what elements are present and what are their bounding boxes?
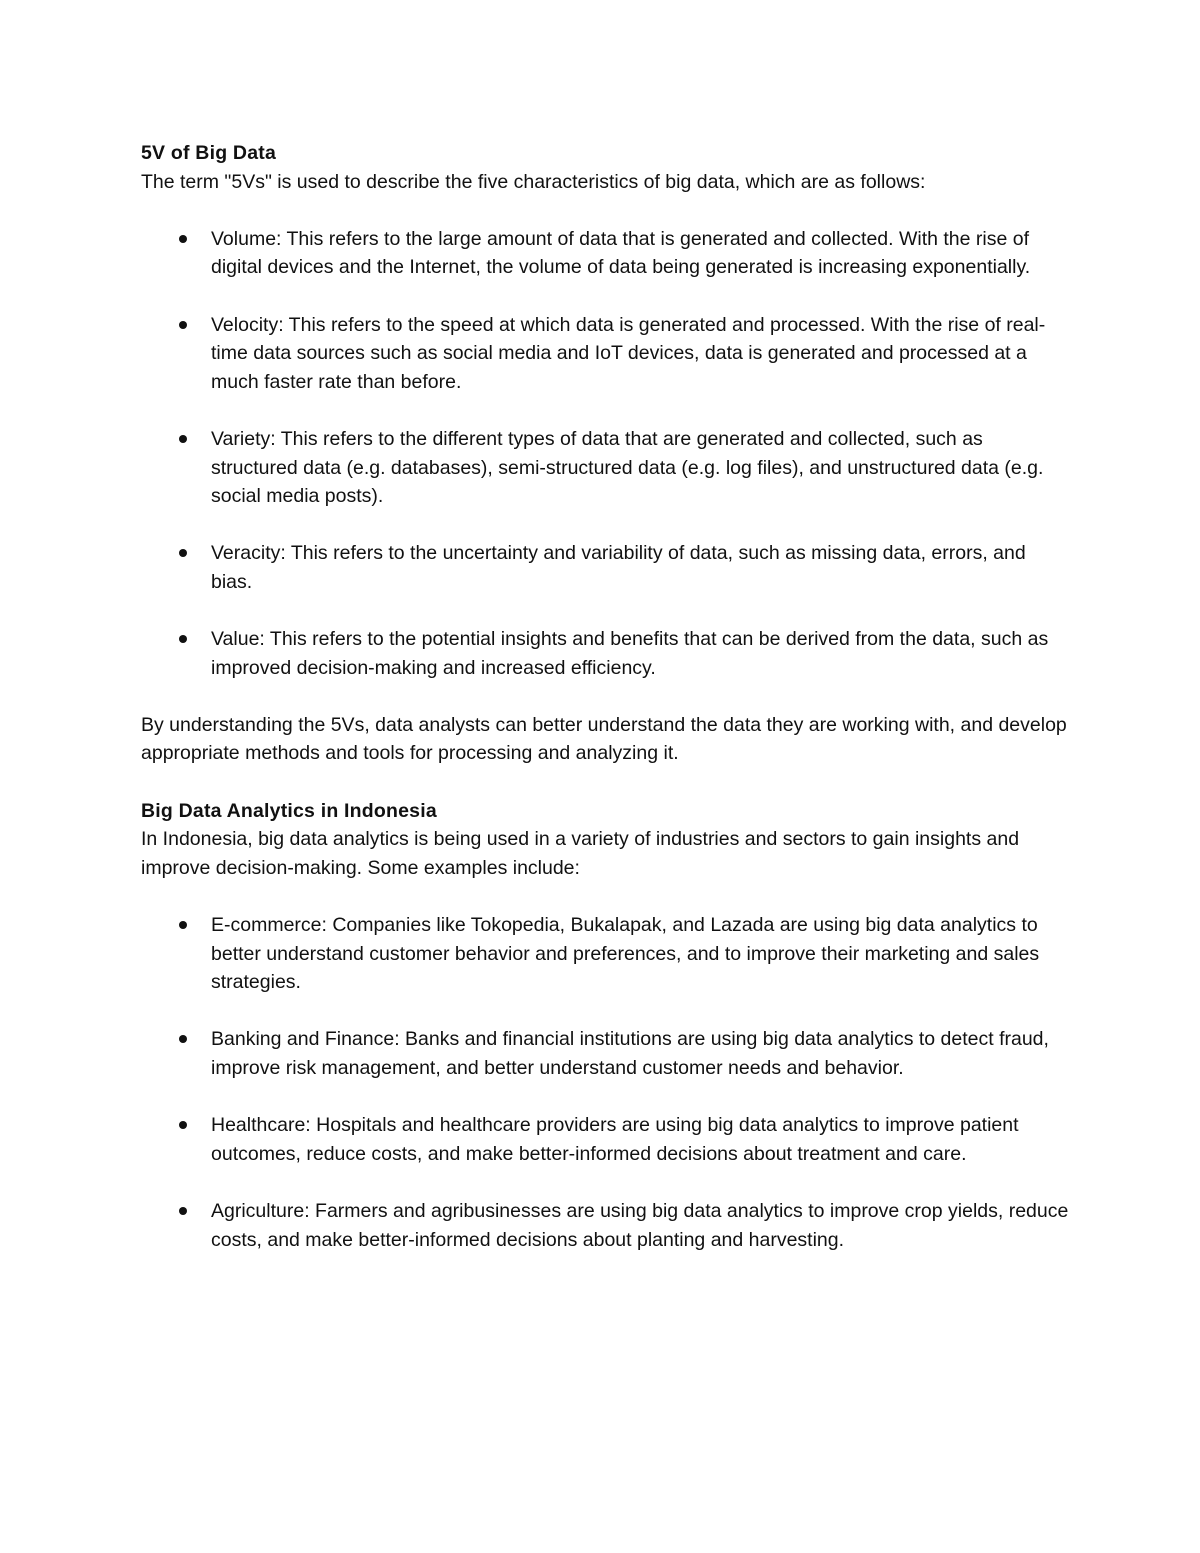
list-item <box>141 311 1071 397</box>
section-heading-indonesia: Big Data Analytics in Indonesia <box>141 799 437 822</box>
bullet-icon <box>179 321 187 329</box>
list-item <box>141 625 1071 682</box>
list-item-text: Veracity: This refers to the uncertainty and variability of data, such as missing data, errors, and bias. <box>211 542 1026 593</box>
list-item-text: Banking and Finance: Banks and financial institutions are using big data analytics to detect fraud, improve risk management, and better understand customer needs and behavior. <box>211 1028 1049 1079</box>
bullet-list-indonesia <box>141 911 1071 1254</box>
section-intro-5v: The term "5Vs" is used to describe the five characteristics of big data, which are as follows: <box>141 170 926 193</box>
section-spacer <box>141 768 1071 797</box>
bullet-icon <box>179 235 187 243</box>
list-item-text: Agriculture: Farmers and agribusinesses are using big data analytics to improve crop yields, reduce costs, and make better-informed decisions about planting and harvesting. <box>211 1199 1069 1251</box>
list-item-text: Variety: This refers to the different types of data that are generated and collected, such as structured data (e.g. databases), semi-structured data (e.g. log files), and unstructured data (e.g. social media posts). <box>211 427 1044 508</box>
list-item <box>141 1025 1071 1082</box>
bullet-icon <box>179 635 187 643</box>
section-intro-indonesia: In Indonesia, big data analytics is being used in a variety of industries and sectors to gain insights and improve decision-making. Some examples include: <box>141 828 1020 879</box>
list-item <box>141 1197 1071 1254</box>
bullet-icon <box>179 549 187 557</box>
bullet-list-5v <box>141 225 1071 683</box>
bullet-icon <box>179 1207 187 1215</box>
list-item <box>141 539 1071 596</box>
bullet-icon <box>179 1121 187 1129</box>
list-item-text: E-commerce: Companies like Tokopedia, Bukalapak, and Lazada are using big data analytics to better understand customer behavior and preferences, and to improve their marketing and sales strategies. <box>211 914 1040 994</box>
bullet-icon <box>179 435 187 443</box>
list-item-text: Volume: This refers to the large amount of data that is generated and collected. With the rise of digital devices and the Internet, the volume of data being generated is increasing exponentially. <box>211 227 1031 279</box>
bullet-icon <box>179 921 187 929</box>
list-item-text: Value: This refers to the potential insights and benefits that can be derived from the data, such as improved decision-making and increased efficiency. <box>211 628 1049 679</box>
section-conclusion-5v: By understanding the 5Vs, data analysts can better understand the data they are working with, and develop appropriate methods and tools for processing and analyzing it. <box>141 713 1067 765</box>
section-heading-5v: 5V of Big Data <box>141 142 276 164</box>
list-item-text: Velocity: This refers to the speed at which data is generated and processed. With the rise of real-time data sources such as social media and IoT devices, data is generated and processed at a much faster rate than before. <box>211 313 1046 393</box>
document-page <box>141 139 1071 1283</box>
list-item-text: Healthcare: Hospitals and healthcare providers are using big data analytics to improve patient outcomes, reduce costs, and make better-informed decisions about treatment and care. <box>211 1114 1019 1165</box>
list-item <box>141 425 1071 511</box>
bullet-icon <box>179 1035 187 1043</box>
list-item <box>141 1111 1071 1168</box>
list-item <box>141 911 1071 997</box>
list-item <box>141 225 1071 282</box>
